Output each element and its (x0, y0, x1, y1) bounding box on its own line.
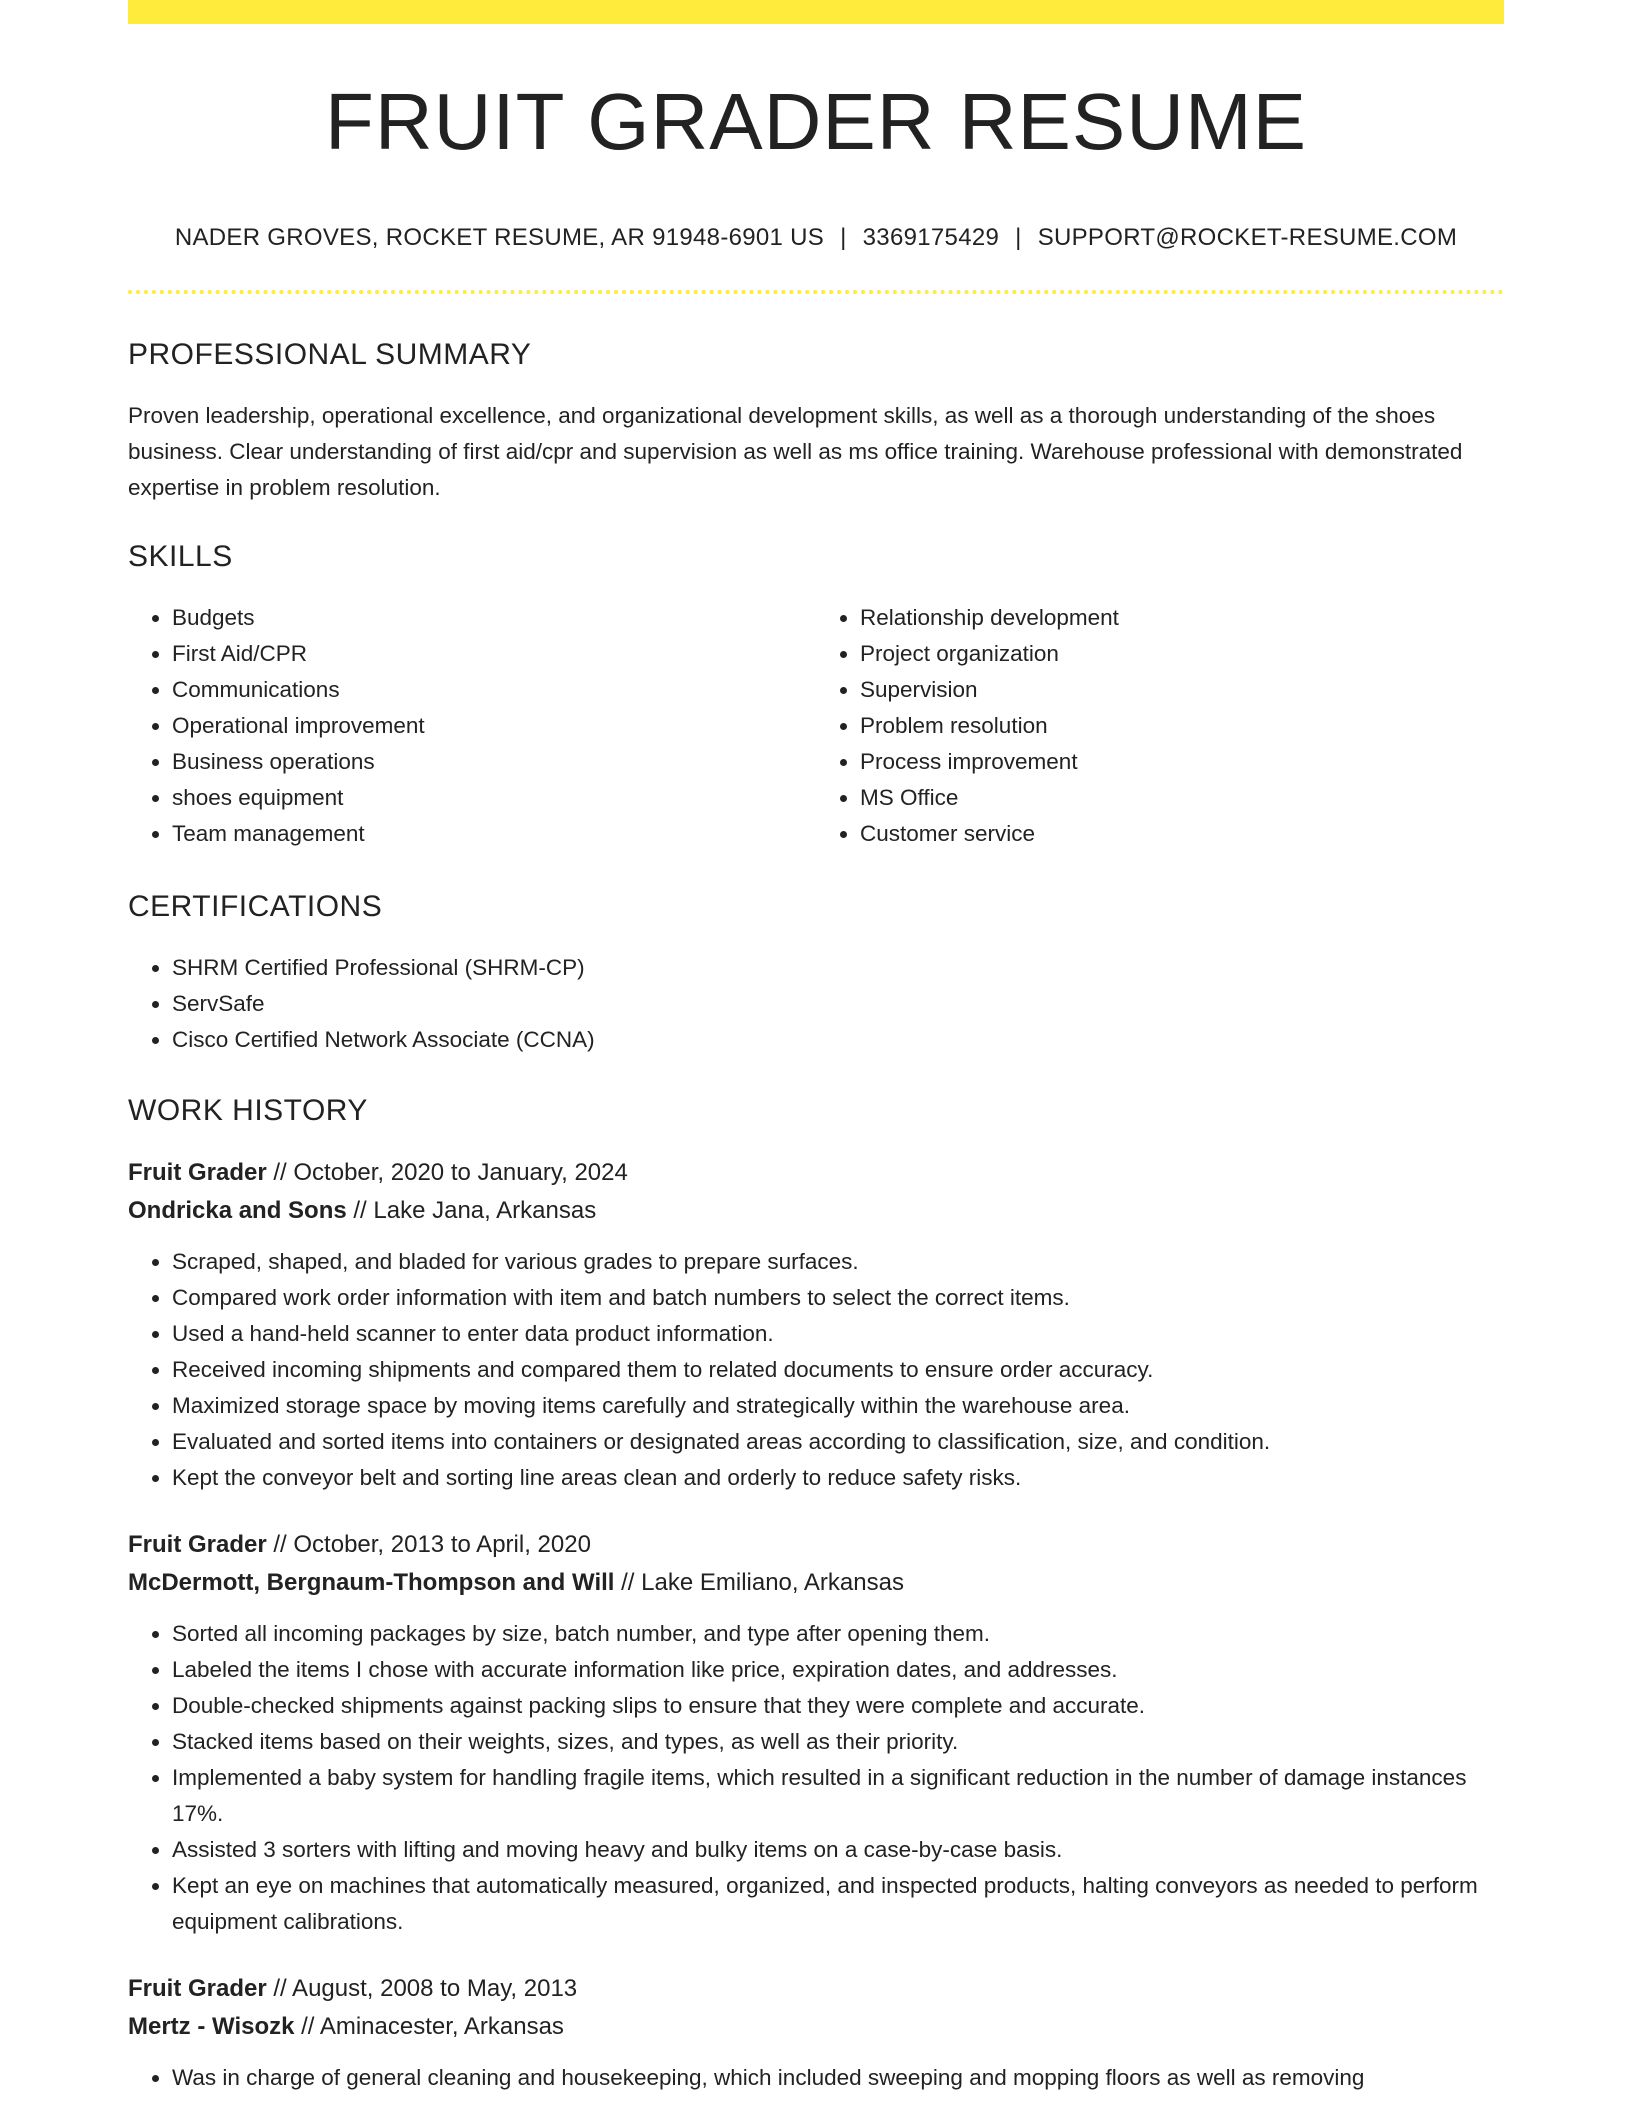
skill-item: • Problem resolution (860, 708, 1504, 744)
contact-email: SUPPORT@ROCKET-RESUME.COM (1037, 224, 1458, 251)
job-bullet: • Received incoming shipments and compared them to related documents to ensure order accuracy. (172, 1352, 1504, 1388)
job-entry (128, 1970, 1504, 2096)
skill-item: • shoes equipment (172, 780, 816, 816)
skills-right-list (816, 600, 1504, 852)
job-title: Fruit Grader (128, 1975, 267, 2002)
contact-separator: | (840, 224, 847, 251)
certifications-heading: CERTIFICATIONS (128, 890, 383, 923)
job-bullet: • Maximized storage space by moving items carefully and strategically within the warehouse area. (172, 1388, 1504, 1424)
job-bullets (128, 2060, 1504, 2096)
skills-heading: SKILLS (128, 540, 233, 573)
job-dates: // August, 2008 to May, 2013 (273, 1975, 578, 2002)
job-company-line (128, 2008, 1504, 2046)
job-title-line (128, 1526, 1504, 1564)
job-bullet: • Kept an eye on machines that automatically measured, organized, and inspected products, halting conveyors as needed to perform equipment calibrations. (172, 1868, 1504, 1940)
job-dates: // October, 2013 to April, 2020 (273, 1531, 591, 1558)
certifications-list (128, 950, 1504, 1058)
job-location: // Lake Jana, Arkansas (353, 1197, 597, 1224)
resume-page (128, 0, 1504, 2096)
job-company: McDermott, Bergnaum-Thompson and Will (128, 1569, 615, 1596)
job-bullet: • Used a hand-held scanner to enter data product information. (172, 1316, 1504, 1352)
job-location: // Aminacester, Arkansas (301, 2013, 564, 2040)
certification-item: • SHRM Certified Professional (SHRM-CP) (172, 950, 1504, 986)
summary-text: Proven leadership, operational excellence, and organizational development skills, as well as a thorough understanding of the shoes business. Clear understanding of first aid/cpr and supervision as well as ms office training. Warehouse professional with demonstrated expertise in problem resolution. (128, 403, 1463, 500)
job-bullets (128, 1616, 1504, 1940)
job-bullet: • Assisted 3 sorters with lifting and moving heavy and bulky items on a case-by-case basis. (172, 1832, 1504, 1868)
certification-item: • ServSafe (172, 986, 1504, 1022)
job-bullet: • Compared work order information with item and batch numbers to select the correct items. (172, 1280, 1504, 1316)
job-bullet: • Scraped, shaped, and bladed for various grades to prepare surfaces. (172, 1244, 1504, 1280)
contact-separator: | (1015, 224, 1022, 251)
skill-item: • MS Office (860, 780, 1504, 816)
contact-phone: 3369175429 (862, 224, 1000, 251)
skill-item: • Supervision (860, 672, 1504, 708)
skill-item: • Customer service (860, 816, 1504, 852)
job-bullet: • Sorted all incoming packages by size, batch number, and type after opening them. (172, 1616, 1504, 1652)
skills-left-list (128, 600, 816, 852)
job-bullet: • Was in charge of general cleaning and housekeeping, which included sweeping and mopping floors as well as removing (172, 2060, 1504, 2096)
job-bullet: • Double-checked shipments against packing slips to ensure that they were complete and accurate. (172, 1688, 1504, 1724)
dotted-divider (128, 290, 1504, 294)
skill-item: • First Aid/CPR (172, 636, 816, 672)
job-company: Mertz - Wisozk (128, 2013, 295, 2040)
job-bullet: • Evaluated and sorted items into containers or designated areas according to classification, size, and condition. (172, 1424, 1504, 1460)
skill-item: • Budgets (172, 600, 816, 636)
job-dates: // October, 2020 to January, 2024 (273, 1159, 628, 1186)
contact-line (128, 224, 1504, 252)
skill-item: • Operational improvement (172, 708, 816, 744)
job-title: Fruit Grader (128, 1531, 267, 1558)
job-bullets (128, 1244, 1504, 1496)
skill-item: • Team management (172, 816, 816, 852)
job-bullet: • Stacked items based on their weights, sizes, and types, as well as their priority. (172, 1724, 1504, 1760)
job-company-line (128, 1564, 1504, 1602)
summary-heading: PROFESSIONAL SUMMARY (128, 338, 532, 371)
work-history-heading: WORK HISTORY (128, 1094, 368, 1127)
job-bullet: • Implemented a baby system for handling fragile items, which resulted in a significant reduction in the number of damage instances 17%. (172, 1760, 1504, 1832)
skill-item: • Relationship development (860, 600, 1504, 636)
job-location: // Lake Emiliano, Arkansas (621, 1569, 904, 1596)
skills-columns (128, 600, 1504, 852)
job-title: Fruit Grader (128, 1159, 267, 1186)
job-title-line (128, 1154, 1504, 1192)
contact-address: NADER GROVES, ROCKET RESUME, AR 91948-6901 US (174, 224, 825, 251)
skill-item: • Project organization (860, 636, 1504, 672)
job-company: Ondricka and Sons (128, 1197, 347, 1224)
skill-item: • Process improvement (860, 744, 1504, 780)
job-entry (128, 1526, 1504, 1940)
job-bullet: • Kept the conveyor belt and sorting line areas clean and orderly to reduce safety risks. (172, 1460, 1504, 1496)
page-title: FRUIT GRADER RESUME (324, 77, 1308, 166)
skill-item: • Business operations (172, 744, 816, 780)
certification-item: • Cisco Certified Network Associate (CCNA) (172, 1022, 1504, 1058)
accent-bar (128, 0, 1504, 24)
job-title-line (128, 1970, 1504, 2008)
job-company-line (128, 1192, 1504, 1230)
skill-item: • Communications (172, 672, 816, 708)
job-entry (128, 1154, 1504, 1496)
job-bullet: • Labeled the items I chose with accurate information like price, expiration dates, and addresses. (172, 1652, 1504, 1688)
